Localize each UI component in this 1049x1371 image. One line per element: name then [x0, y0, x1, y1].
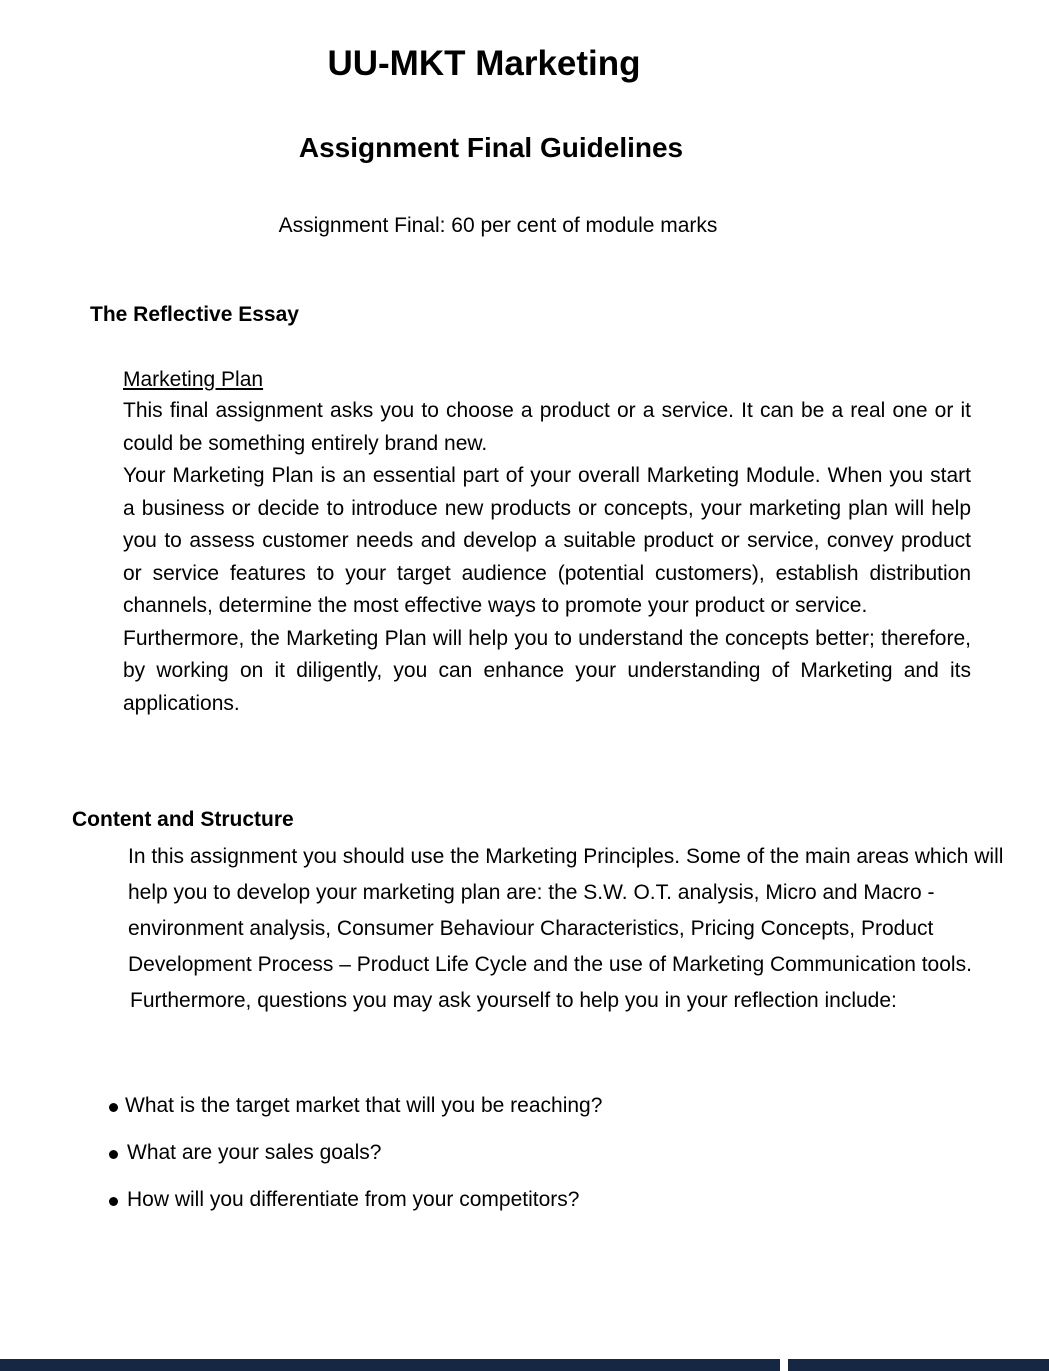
bullet-icon	[109, 1197, 118, 1206]
content-structure-paragraph: Furthermore, questions you may ask yourself to help you in your reflection include:	[130, 989, 897, 1012]
list-item	[105, 1088, 602, 1135]
question-text: How will you differentiate from your competitors?	[127, 1188, 580, 1211]
document-subtitle: Assignment Final Guidelines	[298, 132, 684, 163]
bullet-icon	[109, 1103, 118, 1112]
content-structure-body	[128, 839, 1038, 1019]
content-structure-paragraph: In this assignment you should use the Marketing Principles. Some of the main areas which will help you to develop your marketing plan are: the S.W. O.T. analysis, Micro and Macro - environment analysis, Consumer Behaviour Characteristics, Pricing Concepts, Product Development Process – Product Life Cycle and the use of Marketing Communication tools.	[128, 845, 1004, 976]
question-text: What is the target market that will you be reaching?	[125, 1094, 603, 1117]
reflection-questions-list	[105, 1088, 602, 1229]
assignment-weight-text: Assignment Final: 60 per cent of module marks	[278, 214, 718, 237]
reflective-essay-heading: The Reflective Essay	[90, 303, 299, 326]
list-item	[105, 1182, 602, 1229]
content-structure-heading: Content and Structure	[72, 808, 294, 831]
marketing-plan-paragraph: This final assignment asks you to choose a product or a service. It can be a real one or it could be something entirely brand new.	[123, 399, 971, 455]
marketing-plan-heading: Marketing Plan	[123, 368, 264, 391]
footer-bar-left	[0, 1359, 780, 1371]
bullet-icon	[109, 1150, 118, 1159]
footer-bar-right	[788, 1359, 1049, 1371]
marketing-plan-paragraph: Your Marketing Plan is an essential part of your overall Marketing Module. When you start a business or decide to introduce new products or concepts, your marketing plan will help you to assess customer needs and develop a suitable product or service, convey product or service features to your target audience (potential customers), establish distribution channels, determine the most effective ways to promote your product or service.	[123, 464, 971, 617]
question-text: What are your sales goals?	[127, 1141, 382, 1164]
marketing-plan-body	[123, 395, 971, 720]
marketing-plan-paragraph: Furthermore, the Marketing Plan will help you to understand the concepts better; therefore, by working on it diligently, you can enhance your understanding of Marketing and its applications.	[123, 626, 971, 715]
document-title: UU-MKT Marketing	[327, 44, 641, 83]
list-item	[105, 1135, 602, 1182]
